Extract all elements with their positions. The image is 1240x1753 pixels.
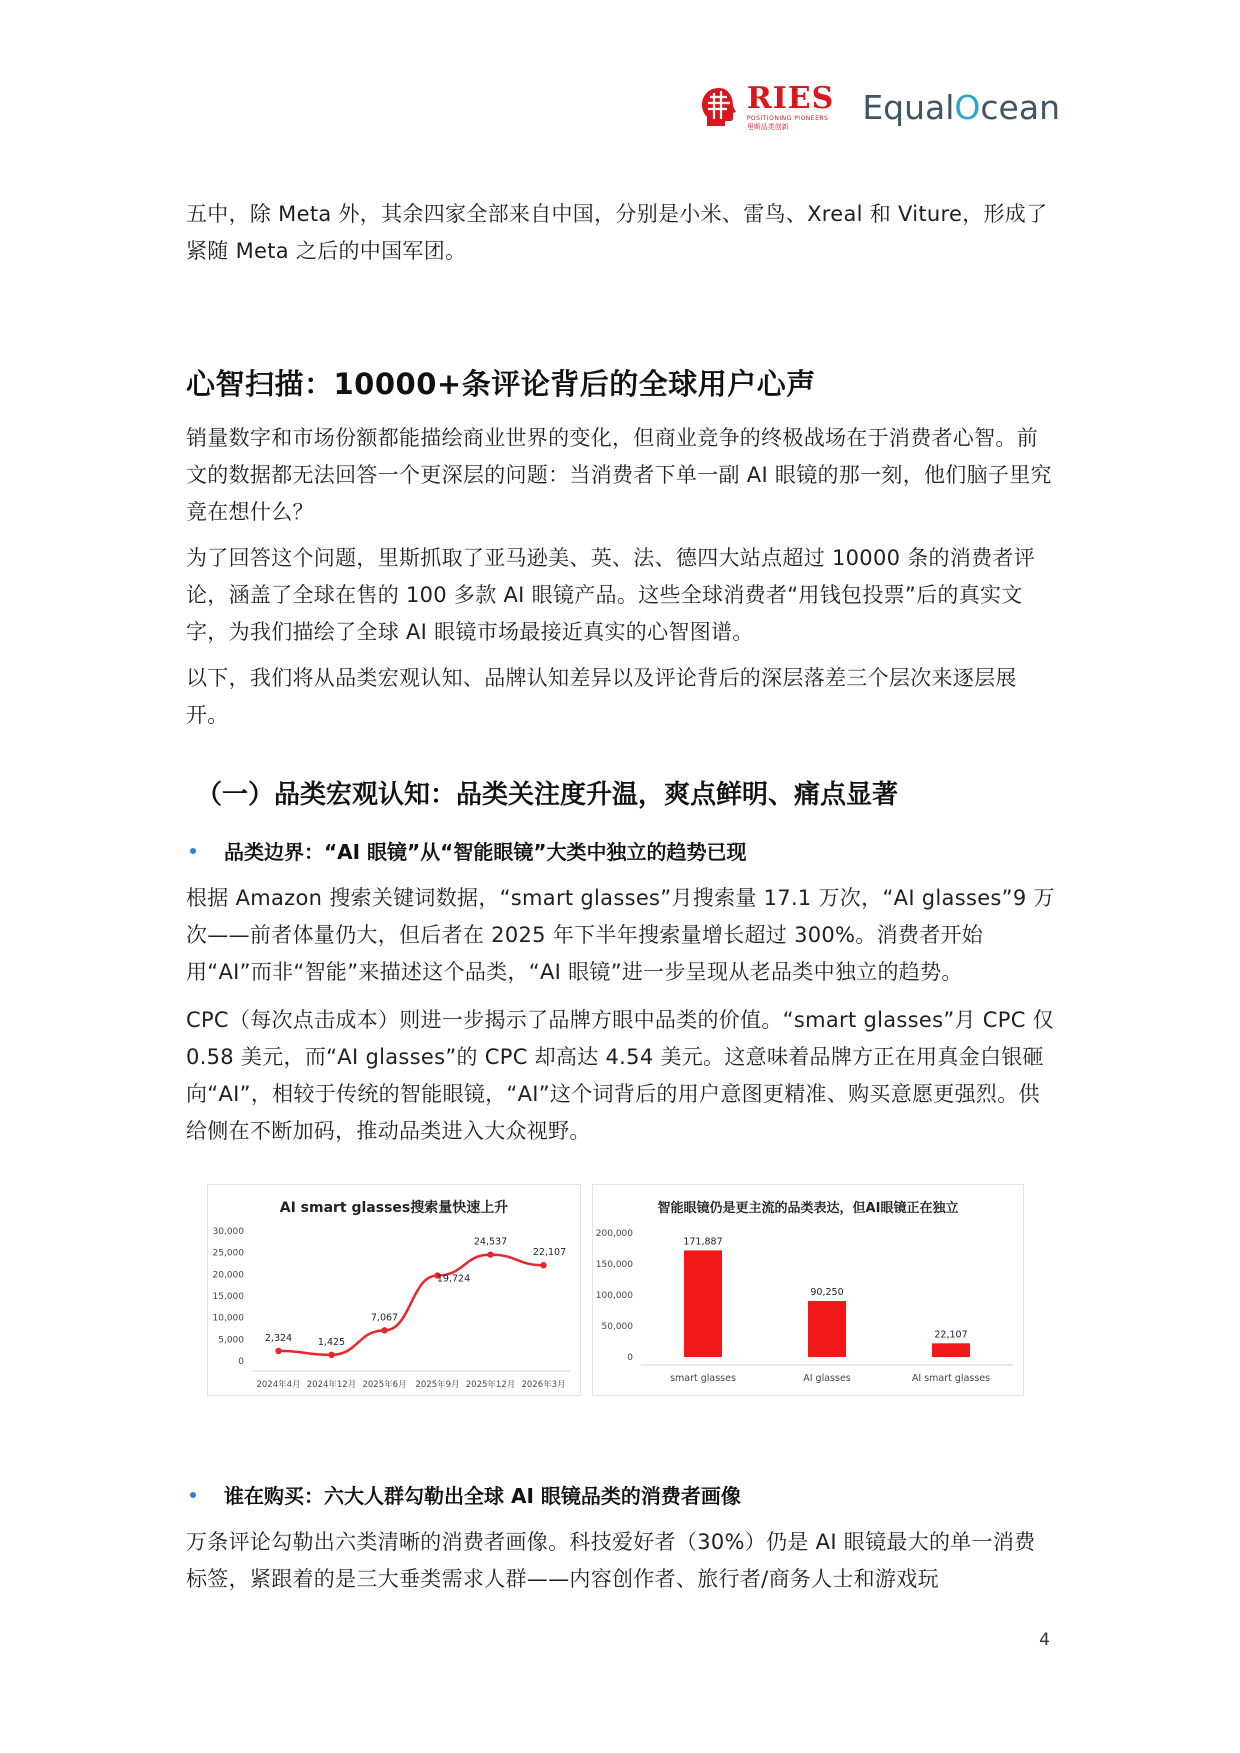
ries-logo bbox=[697, 80, 835, 131]
data-label: 1,425 bbox=[317, 1336, 346, 1348]
ries-head-icon bbox=[697, 85, 741, 129]
x-tick-label: 2024年4月 bbox=[256, 1380, 301, 1390]
bullet-dot-icon bbox=[190, 1492, 196, 1498]
equalocean-logo bbox=[862, 88, 1060, 127]
y-tick-label: 20,000 bbox=[212, 1270, 244, 1281]
y-tick-label: 100,000 bbox=[595, 1291, 633, 1301]
data-label: 19,724 bbox=[436, 1273, 471, 1285]
ries-logo-text: RIES bbox=[746, 80, 835, 116]
paragraph-continuation: 五中，除 Meta 外，其余四家全部来自中国，分别是小米、雷鸟、Xreal 和 Viture，形成了紧随 Meta 之后的中国军团。 bbox=[186, 202, 1048, 263]
y-tick-label: 150,000 bbox=[595, 1260, 633, 1270]
data-point bbox=[328, 1352, 334, 1358]
paragraph-outline: 以下，我们将从品类宏观认知、品牌认知差异以及评论背后的深层落差三个层次来逐层展开。 bbox=[186, 666, 1017, 727]
paragraph-personas: 万条评论勾勒出六类清晰的消费者画像。科技爱好者（30%）仍是 AI 眼镜最大的单一消费标签，紧跟着的是三大垂类需求人群——内容创作者、旅行者/商务人士和游戏玩 bbox=[186, 1530, 1036, 1591]
x-tick-label: 2025年12月 bbox=[465, 1380, 516, 1390]
paragraph-search-data: 根据 Amazon 搜索关键词数据，“smart glasses”月搜索量 17.1 万次，“AI glasses”9 万次——前者体量仍大，但后者在 2025 年下半年搜索量增长超过 300%。消费者开始用“AI”而非“智能”来描述这个品类，“AI 眼镜”进一步呈现从老品类中独立的趋势。 bbox=[186, 886, 1055, 984]
data-label: 22,107 bbox=[934, 1329, 968, 1341]
bullet-category-boundary bbox=[186, 836, 1056, 865]
subsection-title: （一）品类宏观认知：品类关注度升温，爽点鲜明、痛点显著 bbox=[196, 780, 899, 810]
y-tick-label: 30,000 bbox=[212, 1227, 244, 1237]
line-chart-panel bbox=[207, 1184, 581, 1396]
y-tick-label: 50,000 bbox=[601, 1322, 633, 1332]
line-chart-title: AI smart glasses搜索量快速上升 bbox=[279, 1200, 509, 1216]
x-tick-label: 2024年12月 bbox=[306, 1380, 357, 1390]
equalocean-logo-post: cean bbox=[980, 87, 1060, 127]
bar-chart-title: 智能眼镜仍是更主流的品类表达，但AI眼镜正在独立 bbox=[657, 1201, 959, 1216]
ries-logo-sub: POSITIONING PIONEERS bbox=[746, 114, 829, 122]
data-point bbox=[381, 1327, 387, 1333]
paragraph-cpc: CPC（每次点击成本）则进一步揭示了品牌方眼中品类的价值。“smart glasses”月 CPC 仅 0.58 美元，而“AI glasses”的 CPC 却高达 4.54 美元。这意味着品牌方正在用真金白银砸向“AI”，相较于传统的智能眼镜，“AI”这个词背后的用户意图更精准、购买意愿更强烈。供给侧在不断加码，推动品类进入大众视野。 bbox=[186, 1008, 1054, 1143]
line-chart bbox=[208, 1185, 580, 1395]
y-tick-label: 0 bbox=[238, 1357, 244, 1367]
y-tick-label: 5,000 bbox=[218, 1335, 244, 1346]
data-label: 171,887 bbox=[683, 1236, 723, 1248]
data-label: 2,324 bbox=[264, 1332, 293, 1344]
bar bbox=[808, 1301, 846, 1357]
equalocean-logo-o: O bbox=[954, 87, 981, 127]
equalocean-logo-pre: Equal bbox=[862, 87, 955, 127]
section-title: 心智扫描：10000+条评论背后的全球用户心声 bbox=[186, 367, 816, 401]
data-point bbox=[540, 1262, 546, 1268]
page-number: 4 bbox=[1039, 1630, 1050, 1650]
header-logos bbox=[697, 78, 1060, 136]
bar-chart bbox=[593, 1185, 1023, 1395]
paragraph-intro: 销量数字和市场份额都能描绘商业世界的变化，但商业竞争的终极战场在于消费者心智。前文的数据都无法回答一个更深层的问题：当消费者下单一副 AI 眼镜的那一刻，他们脑子里究竟在想什么？ bbox=[186, 426, 1052, 524]
ries-logo-cn: 里斯品类创新 bbox=[746, 122, 789, 131]
bar bbox=[932, 1343, 970, 1357]
y-tick-label: 10,000 bbox=[212, 1313, 244, 1324]
y-tick-label: 15,000 bbox=[212, 1292, 244, 1302]
bullet-dot-icon bbox=[190, 848, 196, 854]
data-label: 24,537 bbox=[473, 1236, 508, 1248]
bullet-text: 谁在购买：六大人群勾勒出全球 AI 眼镜品类的消费者画像 bbox=[224, 1484, 741, 1508]
data-label: 90,250 bbox=[810, 1287, 844, 1299]
x-tick-label: 2026年3月 bbox=[521, 1380, 566, 1390]
bar-chart-panel bbox=[592, 1184, 1024, 1396]
x-tick-label: AI glasses bbox=[803, 1373, 851, 1384]
x-tick-label: smart glasses bbox=[670, 1373, 736, 1384]
data-label: 22,107 bbox=[532, 1247, 567, 1259]
paragraph-method: 为了回答这个问题，里斯抓取了亚马逊美、英、法、德四大站点超过 10000 条的消费者评论，涵盖了全球在售的 100 多款 AI 眼镜产品。这些全球消费者“用钱包投票”后的真实文字，为我们描绘了全球 AI 眼镜市场最接近真实的心智图谱。 bbox=[186, 546, 1036, 644]
x-tick-label: 2025年6月 bbox=[362, 1380, 407, 1390]
bar bbox=[684, 1250, 722, 1357]
x-tick-label: AI smart glasses bbox=[911, 1373, 991, 1384]
bullet-text: 品类边界：“AI 眼镜”从“智能眼镜”大类中独立的趋势已现 bbox=[224, 840, 747, 864]
data-label: 7,067 bbox=[370, 1312, 399, 1324]
y-tick-label: 25,000 bbox=[212, 1248, 244, 1259]
x-tick-label: 2025年9月 bbox=[415, 1380, 460, 1390]
y-tick-label: 200,000 bbox=[595, 1229, 633, 1239]
data-point bbox=[275, 1348, 281, 1354]
data-point bbox=[487, 1251, 493, 1257]
bullet-who-buys bbox=[186, 1480, 1056, 1509]
y-tick-label: 0 bbox=[627, 1353, 633, 1363]
